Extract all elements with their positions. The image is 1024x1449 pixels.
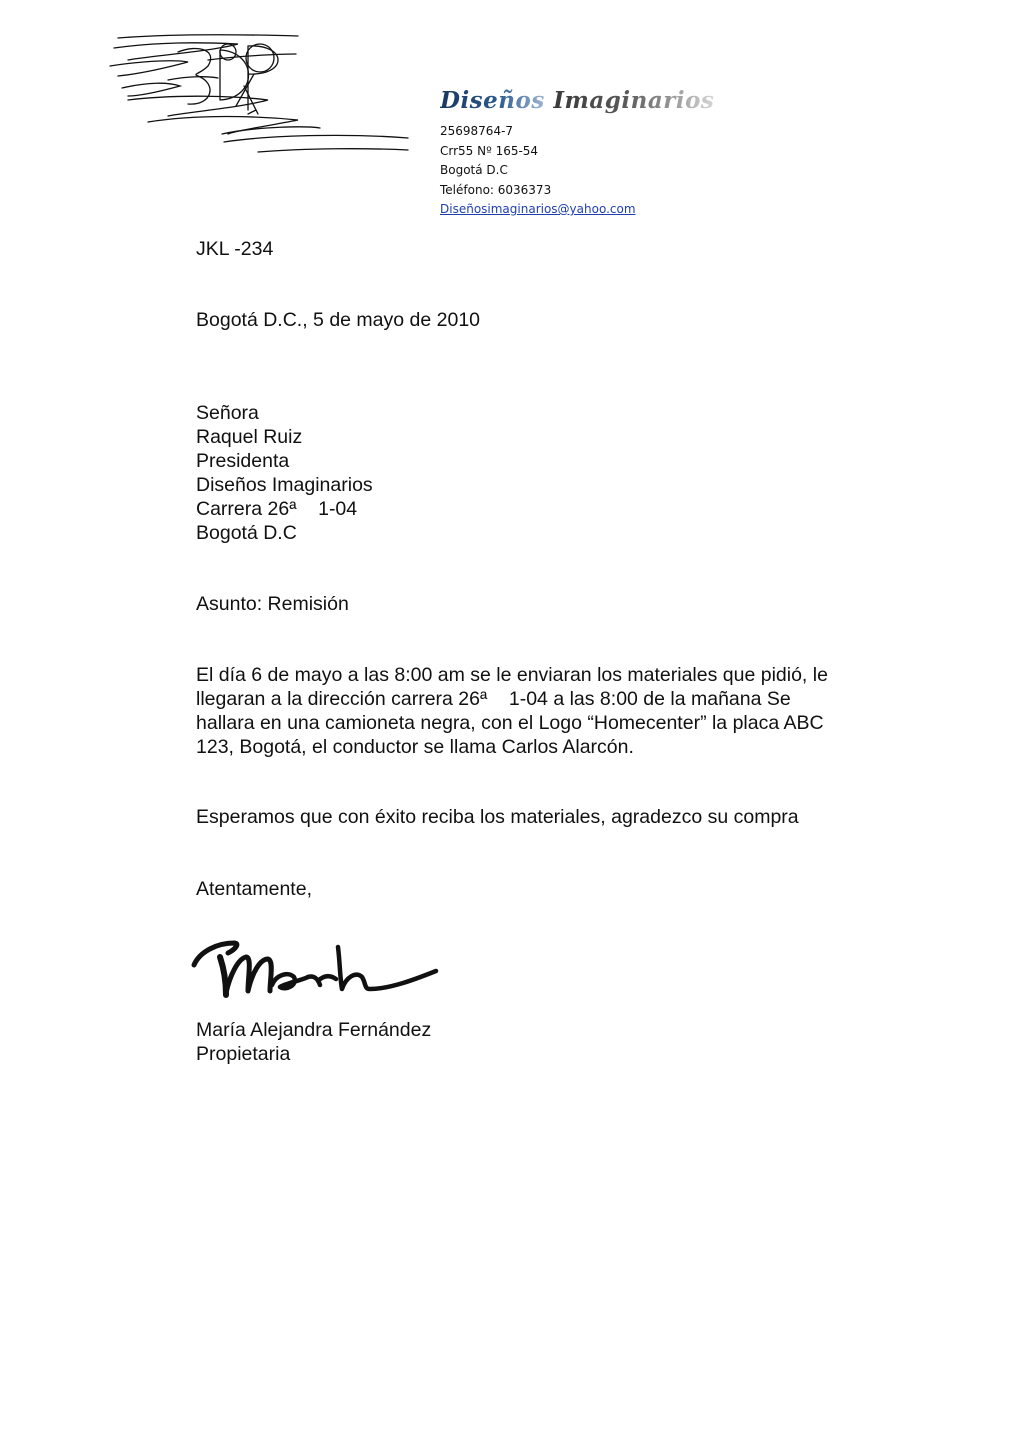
company-city: Bogotá D.C bbox=[440, 163, 508, 177]
company-logo-icon bbox=[108, 30, 420, 160]
date-line: Bogotá D.C., 5 de mayo de 2010 bbox=[196, 309, 481, 331]
recipient-company: Diseños Imaginarios bbox=[196, 474, 373, 496]
body-line: hallara en una camioneta negra, con el Logo “Homecenter” la placa ABC bbox=[196, 712, 824, 734]
body-line: llegaran a la dirección carrera 26ª 1-04 a las 8:00 de la mañana Se bbox=[196, 688, 791, 710]
recipient-block bbox=[196, 401, 373, 545]
recipient-city: Bogotá D.C bbox=[196, 522, 297, 544]
reference-code: JKL -234 bbox=[196, 238, 274, 260]
handwritten-signature-icon bbox=[190, 935, 440, 1001]
recipient-address: Carrera 26ª 1-04 bbox=[196, 498, 358, 520]
closing-salutation: Atentamente, bbox=[196, 878, 312, 900]
subject-line: Asunto: Remisión bbox=[196, 593, 349, 615]
company-name bbox=[440, 86, 714, 116]
body-line: 123, Bogotá, el conductor se llama Carlos Alarcón. bbox=[196, 736, 634, 758]
signer-title: Propietaria bbox=[196, 1043, 291, 1065]
company-name-part2: Imaginarios bbox=[553, 87, 715, 114]
recipient-name: Raquel Ruiz bbox=[196, 426, 303, 448]
company-email-link[interactable]: Diseñosimaginarios@yahoo.com bbox=[440, 202, 636, 216]
company-nit: 25698764-7 bbox=[440, 124, 514, 138]
recipient-salutation-title: Señora bbox=[196, 402, 259, 424]
recipient-position: Presidenta bbox=[196, 450, 290, 472]
body-line: El día 6 de mayo a las 8:00 am se le enviaran los materiales que pidió, le bbox=[196, 664, 828, 686]
company-phone: Teléfono: 6036373 bbox=[440, 182, 552, 197]
signer-name: María Alejandra Fernández bbox=[196, 1019, 432, 1041]
letterhead-info bbox=[440, 86, 714, 220]
closing-paragraph: Esperamos que con éxito reciba los materiales, agradezco su compra bbox=[196, 806, 799, 828]
body-paragraph bbox=[196, 663, 876, 759]
signer-block bbox=[196, 1018, 431, 1066]
company-name-part1: Diseños bbox=[440, 87, 545, 114]
company-address: Crr55 Nº 165-54 bbox=[440, 143, 539, 158]
